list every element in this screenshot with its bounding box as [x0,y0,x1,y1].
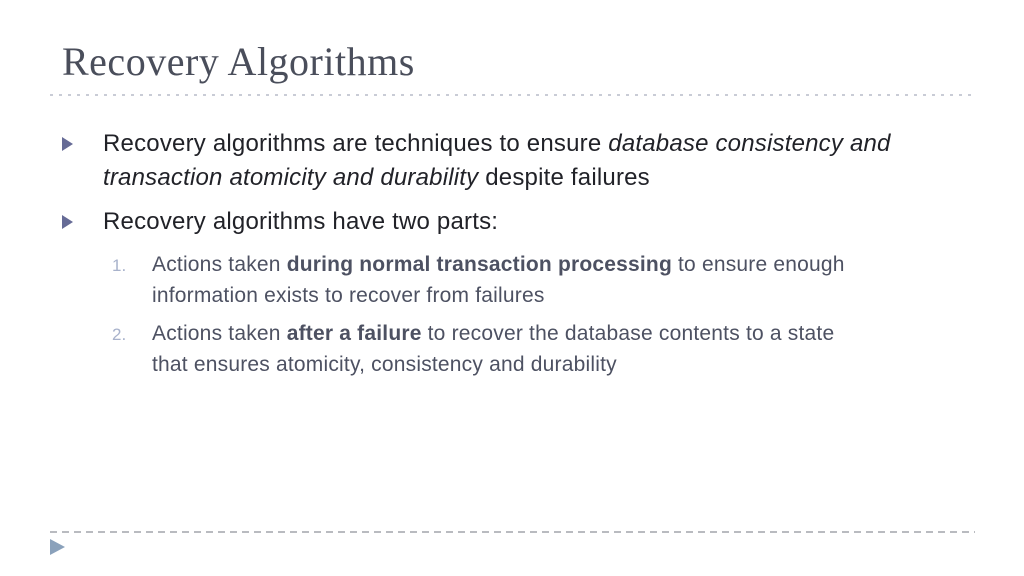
next-slide-triangle-icon[interactable] [50,539,65,555]
text-segment: despite failures [478,164,650,191]
numbered-list-item [112,249,994,311]
text-segment-bold: after a failure [286,322,422,345]
text-segment: information exists to recover from failures [152,284,545,307]
text-segment: Actions taken [152,253,287,276]
triangle-right-icon [62,137,73,151]
list-number: 1. [112,256,127,275]
text-segment-italic: database consistency and [608,130,891,157]
list-item [62,205,994,239]
text-segment-italic: transaction atomicity and durability [103,164,479,191]
footer-divider-dashed-line [50,531,975,533]
title-divider-dotted-line [50,94,975,96]
numbered-list-item [112,318,994,380]
list-item [62,127,994,195]
text-segment: Actions taken [152,322,287,345]
bullet-text [103,205,498,239]
slide-title: Recovery Algorithms [62,39,415,84]
list-number: 2. [112,325,127,344]
slide-body [62,127,994,387]
numbered-list [112,249,994,380]
text-segment: Recovery algorithms are techniques to ensure [103,130,609,157]
numbered-item-text [152,318,834,380]
bullet-marker-column [62,205,103,229]
triangle-right-icon [62,215,73,229]
text-segment: to ensure enough [671,253,845,276]
text-segment-bold: during normal transaction processing [286,253,672,276]
text-segment: that ensures atomicity, consistency and durability [152,353,617,376]
bullet-marker-column [62,127,103,151]
numbered-item-text [152,249,845,311]
text-segment: to recover the database contents to a state [421,322,835,345]
text-segment: Recovery algorithms have two parts: [103,208,499,235]
bullet-text [103,127,891,195]
